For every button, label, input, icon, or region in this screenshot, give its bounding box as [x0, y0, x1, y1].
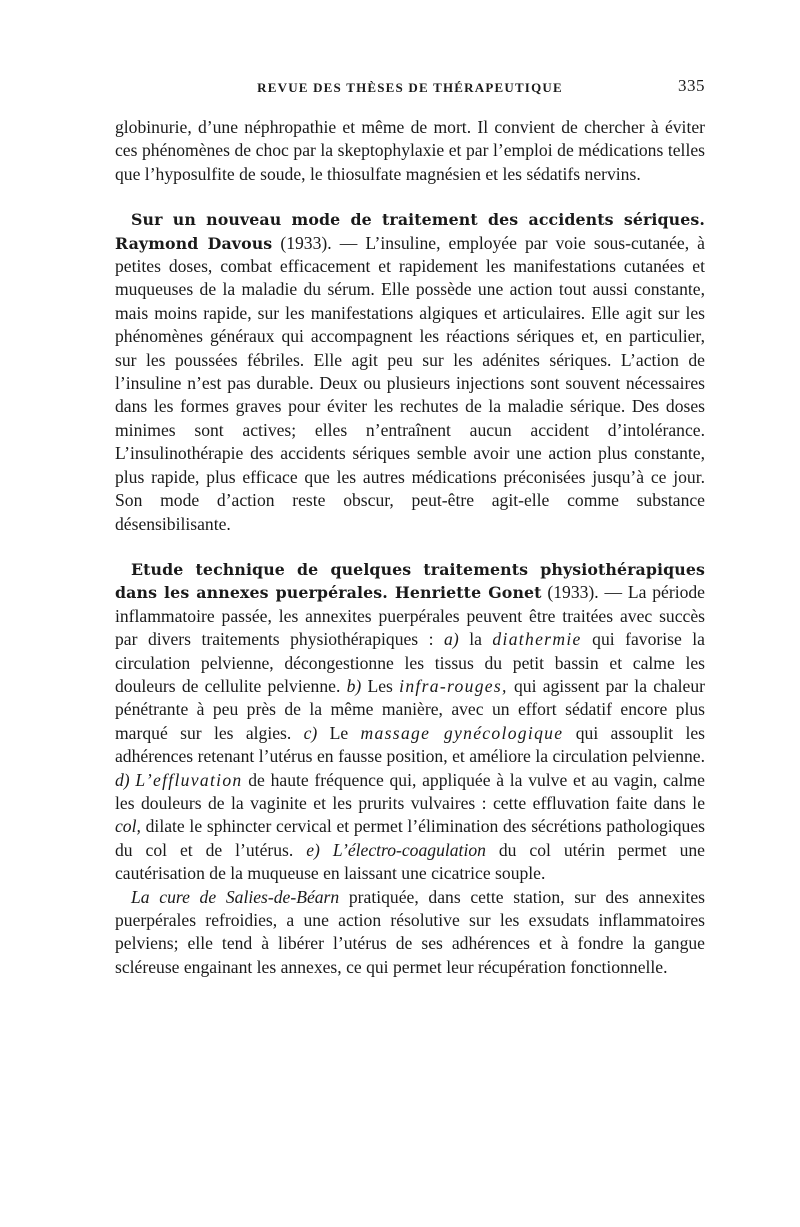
list-marker-d: d) [115, 769, 130, 790]
list-marker-e: e) [306, 839, 320, 860]
book-page [115, 74, 705, 979]
list-marker-a: a) [444, 629, 459, 650]
entry-text: (1933). — La période inflammatoire passée, les annexites puerpérales peuvent être traitées avec succès par divers traitements physiothérapiques : [115, 582, 705, 650]
term-effluvation: L’effluvation [135, 769, 243, 790]
entry-text: (1933). — L’insuline, employée par voie sous-cutanée, à petites doses, combat efficacement et rapidement les manifestations cutanées et muqueuses de la maladie du sérum. Elle possède une action tout aussi constante, mais moins rapide, sur les manifestations algiques et articulaires. Elle agit sur les phénomènes généraux qui accompagnent les réactions sériques et, en particulier, sur les poussées fébriles. Elle agit peu sur les adénites sériques. L’action de l’insuline n’est pas durable. Deux ou plusieurs injections sont souvent nécessaires dans les formes graves pour éviter les rechutes de la maladie sérique. Des doses minimes sont actives; elles n’entraînent aucun accident d’intolérance. L’insulinothérapie des accidents sériques semble avoir une action plus constante, plus rapide, plus efficace que les autres médications préconisées jusqu’à ce jour. Son mode d’action reste obscur, peut-être agit-elle comme substance désensibilisante. [115, 232, 705, 534]
entry-text: dilate le sphincter cervical et permet l’élimination des sécrétions pathologiques du col et de l’utérus. [115, 816, 705, 860]
term-massage: massage gynécologique [360, 722, 564, 743]
paragraph-text: globinurie, d’une néphropathie et même de mort. Il convient de chercher à éviter ces phénomènes de choc par la skeptophylaxie et par l’emploi de médications telles que l’hyposulfite de soude, le thiosulfate magnésien et les sédatifs nervins. [115, 117, 705, 184]
entry-text: Le [317, 722, 361, 743]
entry-title: Etude technique de quelques traitements physiothérapiques dans les annexes puerpérales. Henriette Gonet [115, 559, 705, 603]
entry-title: Sur un nouveau mode de traitement des accidents sériques. Raymond Davous [115, 210, 705, 253]
entry-text: de haute fréquence qui, appliquée à la vulve et au vagin, calme les douleurs de la vaginite et les prurits vulvaires : cette effluvation faite dans le [115, 769, 705, 813]
entry-annexes-puerperales [115, 558, 705, 886]
entry-insuline-accidents-seriques [115, 208, 705, 536]
term-diathermie: diathermie [492, 629, 582, 650]
list-marker-b: b) [346, 675, 362, 696]
term-electro-coagulation: L’électro-coagulation [332, 839, 486, 860]
entry-text [320, 840, 333, 860]
entry-text: Les [361, 675, 400, 696]
paragraph-salies-de-bearn [115, 886, 705, 980]
page-header [115, 74, 705, 104]
running-title: REVUE DES THÈSES DE THÉRAPEUTIQUE [257, 80, 563, 95]
entry-text: qui assouplit les adhérences retenant l’utérus en fausse position, et améliore la circulation pelvienne. [115, 722, 706, 767]
term-col: col, [115, 816, 141, 837]
list-marker-c: c) [303, 722, 318, 743]
entry-text: qui favorise la circulation pelvienne, décongestionne les tissus du petit bassin et calme les douleurs de cellulite pelvienne. [115, 629, 705, 696]
page-number: 335 [678, 76, 705, 95]
paragraph-continuation [115, 116, 705, 186]
term-infra-rouges: infra-rouges, [399, 675, 508, 696]
paragraph-text: pratiquée, dans cette station, sur des annexites puerpérales refroidies, a une action résolutive sur les exsudats inflammatoires pelviens; elle tend à libérer l’utérus de ses adhérences et à fondre la gangue scléreuse engainant les annexes, ce qui permet leur récupération fonctionnelle. [115, 886, 705, 977]
entry-text: la [458, 629, 493, 650]
entry-text: du col utérin permet une cautérisation de la muqueuse en laissant une cicatrice souple. [115, 839, 705, 884]
lead-phrase: La cure de Salies-de-Béarn [131, 886, 340, 907]
entry-text: qui agissent par la chaleur pénétrante à peu près de la même manière, avec un effort sédatif encore plus marqué sur les algies. [115, 675, 706, 743]
